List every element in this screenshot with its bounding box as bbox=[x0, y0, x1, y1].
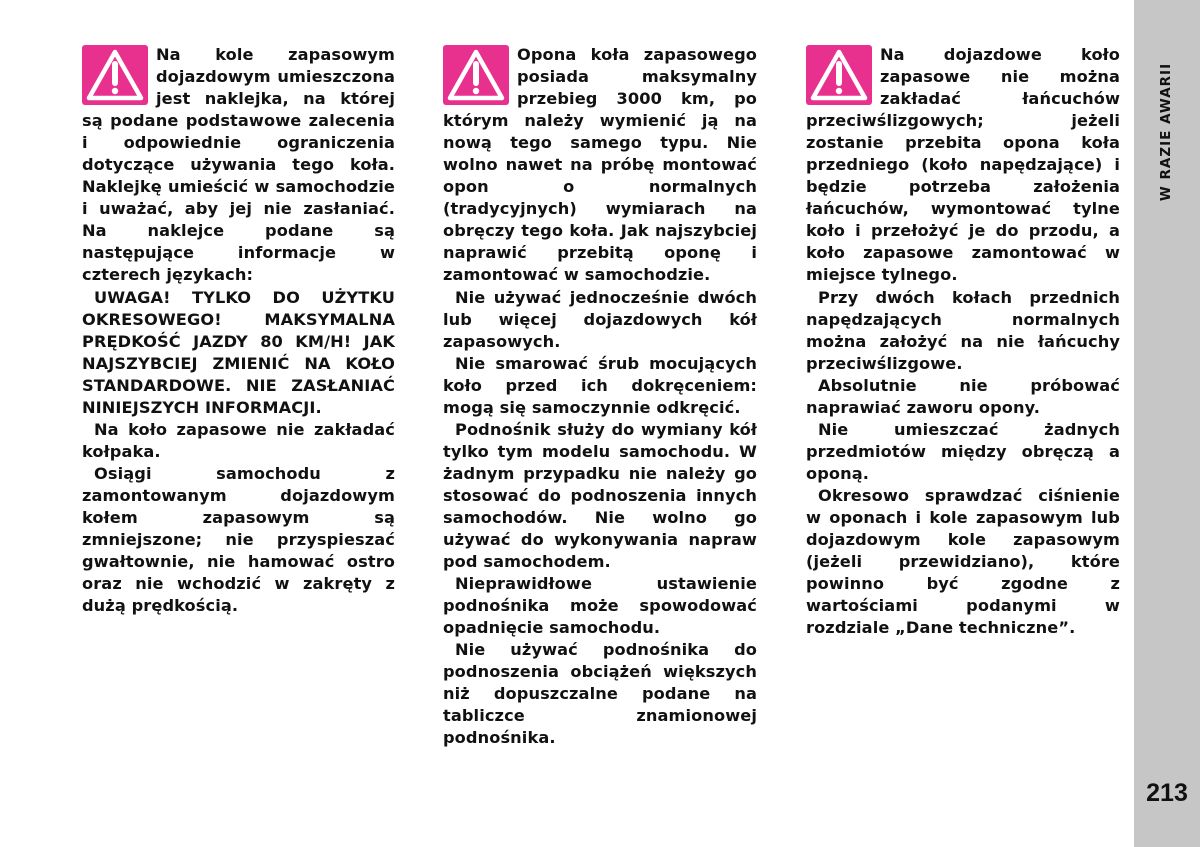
paragraph: Nie używać jednocześnie dwóch lub więcej dojazdowych kół zapasowych. bbox=[443, 287, 757, 351]
paragraph: Opona koła zapasowego posiada maksymalny przebieg 3000 km, po którym należy wymienić ją na nową tego samego typu. Nie wolno nawet na próbę montować opon o normalnych (tradycyjnych) wymiarach na obręczy tego koła. Jak najszybciej naprawić przebitą oponę i zamontować w samochodzie. bbox=[443, 45, 757, 285]
paragraph: Nieprawidłowe ustawienie podnośnika może spowodować opadnięcie samochodu. bbox=[443, 574, 757, 638]
paragraph: Absolutnie nie próbować naprawiać zaworu opony. bbox=[806, 375, 1120, 417]
section-title: W RAZIE AWARII bbox=[1158, 62, 1174, 202]
paragraph: Nie smarować śrub mocujących koło przed ich dokręceniem: mogą się samoczynnie odkręcić. bbox=[443, 353, 757, 417]
text-column-2 bbox=[443, 44, 757, 750]
paragraph: Na koło zapasowe nie zakładać kołpaka. bbox=[82, 419, 395, 461]
warning-triangle-icon bbox=[806, 45, 872, 105]
paragraph: Na dojazdowe koło zapasowe nie można zakładać łańcuchów przeciwślizgowych; jeżeli zostanie przebita opona koła przedniego (koło napędzające) i będzie potrzeba założenia łańcuchów, wymontować tylne koło i przełożyć je do przodu, a koło zapasowe zamontować w miejsce tylnego. bbox=[806, 45, 1120, 285]
paragraph: Nie używać podnośnika do podnoszenia obciążeń większych niż dopuszczalne podane na tabliczce znamionowej podnośnika. bbox=[443, 640, 757, 748]
text-column-3 bbox=[806, 44, 1120, 639]
warning-triangle-icon bbox=[443, 45, 509, 105]
paragraph: Nie umieszczać żadnych przedmiotów między obręczą a oponą. bbox=[806, 419, 1120, 483]
paragraph: Osiągi samochodu z zamontowanym dojazdowym kołem zapasowym są zmniejszone; nie przyspieszać gwałtownie, nie hamować ostro oraz nie wchodzić w zakręty z dużą prędkością. bbox=[82, 463, 395, 616]
page-number: 213 bbox=[1146, 779, 1188, 807]
warning-triangle-icon bbox=[82, 45, 148, 105]
paragraph: Podnośnik służy do wymiany kół tylko tym modelu samochodu. W żadnym przypadku nie należy go stosować do podnoszenia innych samochodów. Nie wolno go używać do wykonywania napraw pod samochodem. bbox=[443, 419, 757, 572]
paragraph: Na kole zapasowym dojazdowym umieszczona jest naklejka, na której są podane podstawowe zalecenia i odpowiednie ograniczenia dotyczące używania tego koła. Naklejkę umieścić w samochodzie i uważać, aby jej nie zasłaniać. Na naklejce podane są następujące informacje w czterech językach: bbox=[82, 45, 395, 285]
paragraph: Okresowo sprawdzać ciśnienie w oponach i kole zapasowym lub dojazdowym kole zapasowym (jeżeli przewidziano), które powinno być zgodne z wartościami podanymi w rozdziale „Dane techniczne”. bbox=[806, 485, 1120, 638]
paragraph: Przy dwóch kołach przednich napędzających normalnych można założyć na nie łańcuchy przeciwślizgowe. bbox=[806, 287, 1120, 373]
warning-label-text: UWAGA! TYLKO DO UŻYTKU OKRESOWEGO! MAKSYMALNA PRĘDKOŚĆ JAZDY 80 KM/H! JAK NAJSZYBCIEJ ZMIENIĆ NA KOŁO STANDARDOWE. NIE ZASŁANIAĆ NINIEJSZYCH INFORMACJI. bbox=[82, 287, 395, 417]
text-column-1 bbox=[82, 44, 395, 617]
